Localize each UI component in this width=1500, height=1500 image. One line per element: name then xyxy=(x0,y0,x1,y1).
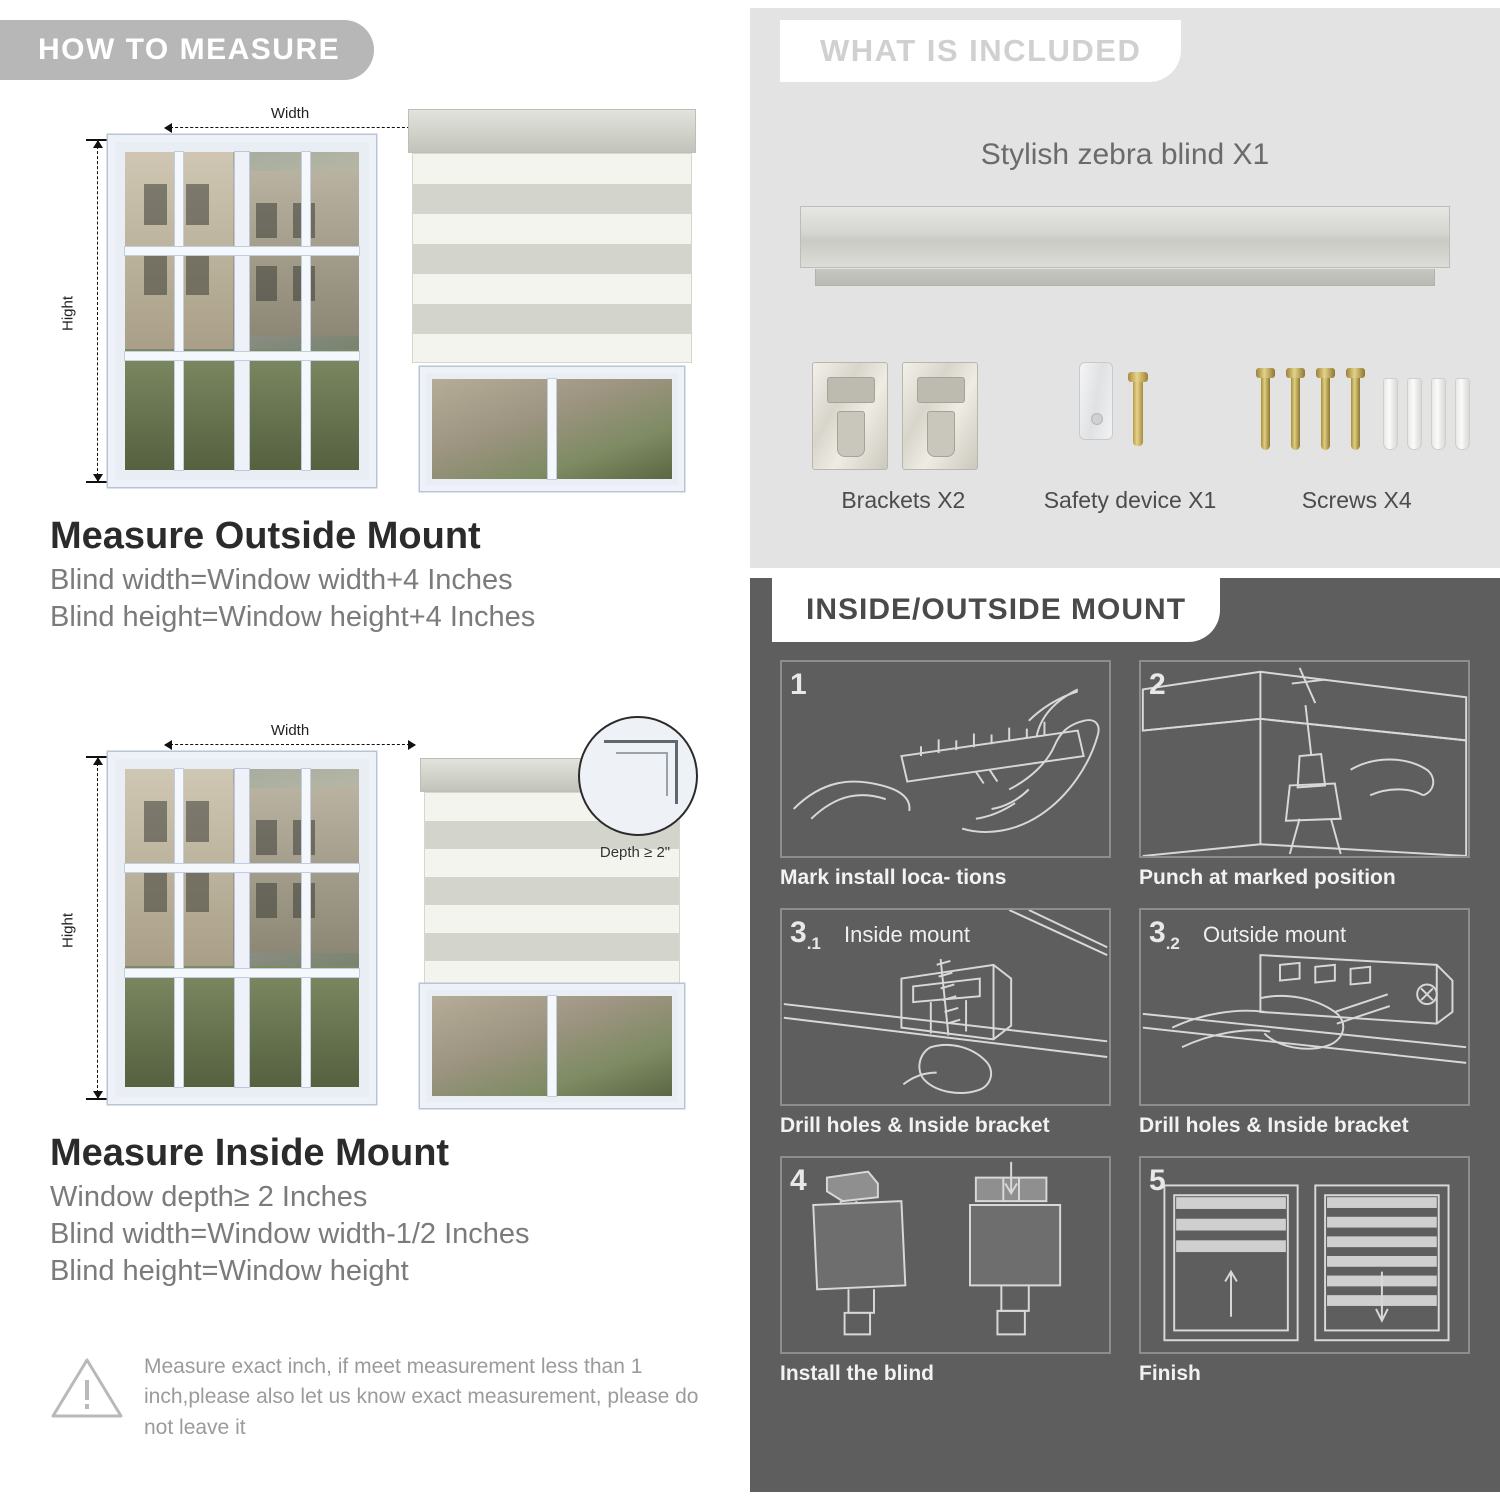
wall-anchor-icon xyxy=(1383,378,1398,450)
blind-outside-mount-illustration xyxy=(408,109,696,495)
screw-icon xyxy=(1321,376,1330,450)
step-4 xyxy=(780,1156,1111,1386)
what-is-included-header xyxy=(780,20,1181,82)
outside-width-dimension-line xyxy=(165,127,415,128)
part-label-brackets: Brackets X2 xyxy=(841,487,966,513)
safety-screw-icon xyxy=(1133,380,1143,446)
step-3-1-caption: Drill holes & Inside bracket xyxy=(780,1114,1050,1137)
step-3-2-subtitle: Outside mount xyxy=(1203,922,1347,947)
how-to-measure-panel xyxy=(0,0,740,1500)
inside-top-tick xyxy=(86,756,110,758)
step-1-image xyxy=(780,660,1111,858)
warning-icon xyxy=(50,1356,124,1420)
measurement-note-text: Measure exact inch, if meet measurement less than 1 inch,please also let us know exact measurement, please do not leave it xyxy=(144,1355,699,1439)
wall-anchor-icon xyxy=(1455,378,1470,450)
outside-bottom-tick xyxy=(86,481,110,483)
step-2 xyxy=(1139,660,1470,890)
step-4-image xyxy=(780,1156,1111,1354)
step-3-2-caption: Drill holes & Inside bracket xyxy=(1139,1114,1409,1137)
inside-mount-title: Measure Inside Mount xyxy=(50,1132,450,1174)
part-label-safety: Safety device X1 xyxy=(1043,487,1217,513)
inside-width-label: Width xyxy=(270,722,310,739)
what-is-included-title: WHAT IS INCLUDED xyxy=(780,20,1181,82)
step-3-1-number: $3_{.1}$ xyxy=(790,916,821,953)
right-column xyxy=(740,0,1500,1500)
step-3-1 xyxy=(780,908,1111,1138)
step-4-number: 4 xyxy=(790,1164,807,1197)
zebra-blind-headrail-image xyxy=(800,206,1450,268)
step-3-2-image xyxy=(1139,908,1470,1106)
bracket-icon xyxy=(902,362,978,470)
how-to-measure-header xyxy=(0,20,374,80)
step-3-2 xyxy=(1139,908,1470,1138)
bracket-icon xyxy=(812,362,888,470)
step-3-1-image xyxy=(780,908,1111,1106)
step-3-1-subtitle: Inside mount xyxy=(844,922,970,947)
outside-height-label: Hight xyxy=(59,295,77,332)
outside-mount-rule-2: Blind height=Window height+4 Inches xyxy=(50,601,536,633)
inside-mount-rule-2: Blind width=Window width-1/2 Inches xyxy=(50,1218,530,1250)
depth-callout-icon xyxy=(578,716,698,836)
step-5-image xyxy=(1139,1156,1470,1354)
window-lower-outside xyxy=(420,367,684,491)
part-screws xyxy=(1243,358,1470,513)
part-label-screws: Screws X4 xyxy=(1301,487,1412,513)
step-1-caption: Mark install loca- tions xyxy=(780,866,1007,889)
wall-anchor-icon xyxy=(1431,378,1446,450)
screw-icon xyxy=(1291,376,1300,450)
inside-height-label: Hight xyxy=(59,912,77,949)
included-blind-title: Stylish zebra blind X1 xyxy=(980,138,1270,171)
outside-width-label: Width xyxy=(270,105,310,122)
installation-steps xyxy=(780,660,1470,1386)
inside-outside-mount-panel xyxy=(750,578,1500,1492)
window-illustration-outside xyxy=(108,135,376,487)
outside-height-dimension-line xyxy=(97,141,98,481)
step-1-number: 1 xyxy=(790,668,807,701)
blind-inside-mount-illustration xyxy=(408,726,696,1112)
outside-mount-title: Measure Outside Mount xyxy=(50,515,481,557)
what-is-included-panel xyxy=(750,8,1500,568)
step-2-caption: Punch at marked position xyxy=(1139,866,1396,889)
headrail-valance xyxy=(408,109,696,153)
step-3-2-number: $3_{.2}$ xyxy=(1149,916,1180,953)
step-5 xyxy=(1139,1156,1470,1386)
step-2-number: 2 xyxy=(1149,668,1166,701)
wall-anchor-icon xyxy=(1407,378,1422,450)
safety-device-icon xyxy=(1079,362,1113,440)
outside-mount-illustration xyxy=(60,105,700,495)
inside-outside-mount-title: INSIDE/OUTSIDE MOUNT xyxy=(772,578,1220,642)
included-parts-row xyxy=(790,358,1470,513)
inside-mount-illustration xyxy=(60,722,700,1112)
depth-label: Depth ≥ 2" xyxy=(599,844,671,861)
step-1 xyxy=(780,660,1111,890)
zebra-fabric xyxy=(412,153,692,363)
window-lower-inside xyxy=(420,984,684,1108)
inside-mount-block xyxy=(0,722,740,1292)
inside-mount-rule-3: Blind height=Window height xyxy=(50,1255,409,1287)
part-brackets xyxy=(790,358,1017,513)
outside-mount-rule-1: Blind width=Window width+4 Inches xyxy=(50,564,513,596)
step-5-number: 5 xyxy=(1149,1164,1166,1197)
outside-top-tick xyxy=(86,139,110,141)
inside-width-dimension-line xyxy=(165,744,415,745)
part-safety-device xyxy=(1017,358,1244,513)
step-2-image xyxy=(1139,660,1470,858)
window-illustration-inside xyxy=(108,752,376,1104)
step-4-caption: Install the blind xyxy=(780,1362,935,1385)
measurement-note xyxy=(50,1352,710,1443)
inside-bottom-tick xyxy=(86,1098,110,1100)
inside-height-dimension-line xyxy=(97,758,98,1098)
screw-icon xyxy=(1351,376,1360,450)
screw-icon xyxy=(1261,376,1270,450)
outside-mount-block xyxy=(0,105,740,638)
inside-mount-rule-1: Window depth≥ 2 Inches xyxy=(50,1181,368,1213)
how-to-measure-title: HOW TO MEASURE xyxy=(0,20,374,80)
step-5-caption: Finish xyxy=(1139,1362,1201,1385)
